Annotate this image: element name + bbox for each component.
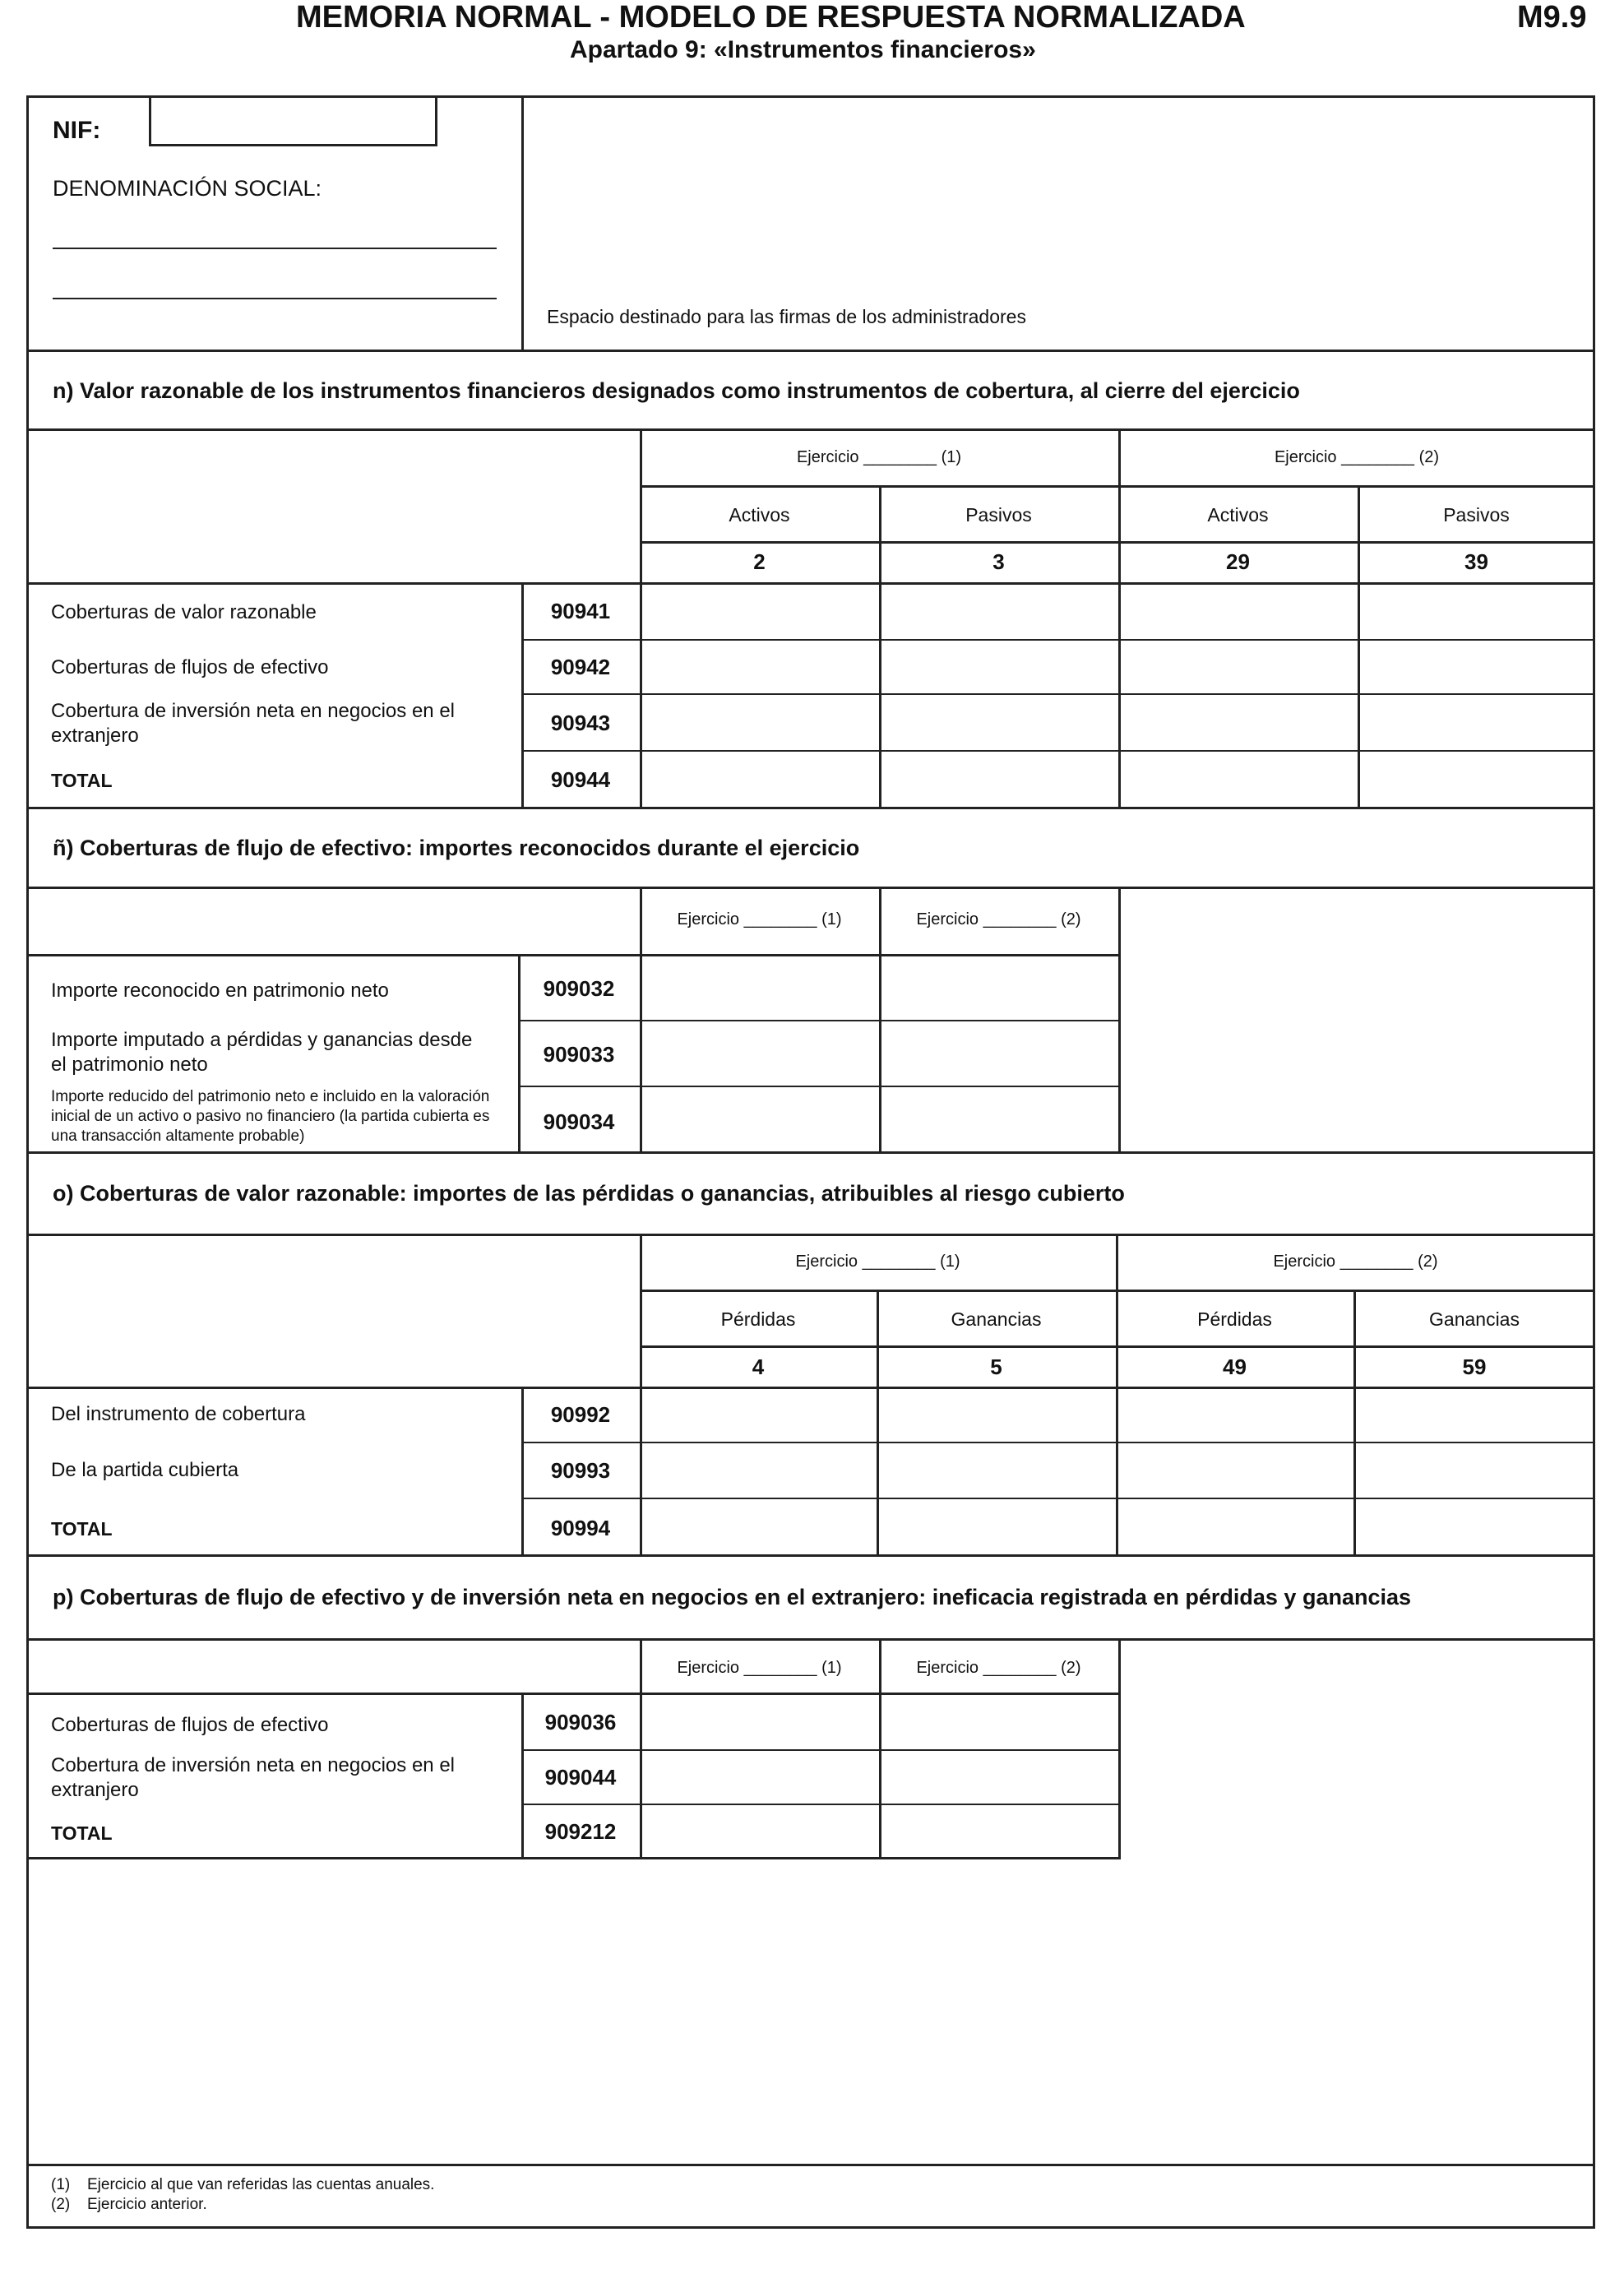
input-cell[interactable] bbox=[642, 695, 877, 748]
rule bbox=[521, 1749, 1121, 1751]
denominacion-line-2[interactable] bbox=[53, 298, 497, 299]
input-cell[interactable] bbox=[1118, 1389, 1352, 1440]
nif-field[interactable] bbox=[149, 95, 437, 146]
input-cell[interactable] bbox=[1356, 1444, 1594, 1496]
rule bbox=[26, 350, 1595, 352]
section-n-total-label: TOTAL bbox=[51, 770, 113, 791]
section-n-row-label: Coberturas de flujos de efectivo bbox=[51, 656, 329, 678]
section-o-row-code: 90994 bbox=[550, 1516, 611, 1540]
input-cell[interactable] bbox=[1360, 752, 1594, 805]
section-o-row-label: De la partida cubierta bbox=[51, 1459, 239, 1481]
section-p-row-label: Cobertura de inversión neta en negocios en el extranjero bbox=[51, 1754, 455, 1801]
section-n-row-label: Cobertura de inversión neta en negocios en el extranjero bbox=[51, 700, 455, 747]
rule bbox=[521, 1498, 1595, 1499]
section-o-row-code: 90993 bbox=[550, 1458, 611, 1483]
input-cell[interactable] bbox=[1118, 1444, 1352, 1496]
footnote-text: Ejercicio al que van referidas las cuentas anuales. bbox=[87, 2176, 435, 2193]
model-code: M9.9 bbox=[1517, 0, 1587, 35]
section-o-colnum-3: 49 bbox=[1223, 1355, 1247, 1379]
input-cell[interactable] bbox=[1360, 585, 1594, 637]
section-n-col-pasivos-1: Pasivos bbox=[965, 504, 1032, 526]
signature-area[interactable] bbox=[524, 98, 1593, 303]
input-cell[interactable] bbox=[881, 1695, 1117, 1748]
rule bbox=[640, 1290, 1595, 1292]
section-o-total-label: TOTAL bbox=[51, 1518, 113, 1540]
section-o-ejercicio-1: Ejercicio ________ (1) bbox=[795, 1253, 960, 1271]
section-n-ejercicio-1: Ejercicio ________ (1) bbox=[796, 448, 962, 466]
section-p-row-code: 909212 bbox=[544, 1819, 617, 1844]
input-cell[interactable] bbox=[879, 1444, 1114, 1496]
signature-label: Espacio destinado para las firmas de los administradores bbox=[547, 306, 1026, 327]
input-cell[interactable] bbox=[642, 1022, 877, 1084]
section-p-row-label: Coberturas de flujos de efectivo bbox=[51, 1714, 329, 1736]
section-n-colnum-1: 2 bbox=[753, 549, 766, 574]
document-subtitle: Apartado 9: «Instrumentos financieros» bbox=[570, 36, 1036, 63]
rule bbox=[521, 1804, 1121, 1805]
section-o-row-code: 90992 bbox=[550, 1402, 611, 1427]
rule bbox=[518, 1020, 1121, 1021]
section-enye-row-label: Importe imputado a pérdidas y ganancias desde el patrimonio neto bbox=[51, 1029, 473, 1076]
input-cell[interactable] bbox=[1360, 641, 1594, 692]
input-cell[interactable] bbox=[881, 956, 1117, 1018]
rule bbox=[1118, 887, 1121, 1151]
input-cell[interactable] bbox=[1356, 1389, 1594, 1440]
input-cell[interactable] bbox=[1121, 641, 1356, 692]
input-cell[interactable] bbox=[881, 1806, 1117, 1855]
rule bbox=[26, 1234, 1595, 1236]
section-n-row-code: 90941 bbox=[550, 599, 611, 623]
input-cell[interactable] bbox=[879, 1500, 1114, 1553]
section-o-colnum-4: 59 bbox=[1462, 1355, 1487, 1379]
section-o-col-perdidas-1: Pérdidas bbox=[720, 1308, 796, 1330]
section-enye-row-code: 909033 bbox=[543, 1042, 615, 1067]
section-enye-row-code: 909032 bbox=[543, 976, 615, 1001]
input-cell[interactable] bbox=[642, 1088, 877, 1150]
footnote-mark: (1) bbox=[51, 2176, 71, 2193]
section-n-row-code: 90942 bbox=[550, 655, 611, 679]
section-o-title: o) Coberturas de valor razonable: importes de las pérdidas o ganancias, atribuibles al riesgo cubierto bbox=[53, 1181, 1125, 1206]
input-cell[interactable] bbox=[642, 1389, 875, 1440]
section-n-col-activos-1: Activos bbox=[729, 504, 790, 526]
section-enye-row-label: Importe reducido del patrimonio neto e incluido en la valoración inicial de un activo o pasivo no financiero (la partida cubierta es una transacción altamente probable) bbox=[51, 1088, 490, 1145]
input-cell[interactable] bbox=[1121, 752, 1356, 805]
input-cell[interactable] bbox=[642, 1695, 877, 1748]
section-n-col-activos-2: Activos bbox=[1207, 504, 1269, 526]
rule bbox=[26, 807, 1595, 809]
rule bbox=[1118, 1638, 1121, 1857]
section-o-col-perdidas-2: Pérdidas bbox=[1197, 1308, 1272, 1330]
section-enye-row-label: Importe reconocido en patrimonio neto bbox=[51, 979, 389, 1002]
rule bbox=[26, 428, 1595, 431]
rule bbox=[26, 1857, 1121, 1859]
input-cell[interactable] bbox=[1118, 1500, 1352, 1553]
denominacion-line-1[interactable] bbox=[53, 248, 497, 249]
footnote-mark: (2) bbox=[51, 2196, 71, 2213]
section-o-col-ganancias-1: Ganancias bbox=[951, 1308, 1042, 1330]
section-n-colnum-4: 39 bbox=[1464, 549, 1488, 574]
input-cell[interactable] bbox=[881, 641, 1117, 692]
section-n-row-code: 90944 bbox=[550, 767, 611, 792]
input-cell[interactable] bbox=[642, 585, 877, 637]
rule bbox=[640, 1345, 1595, 1348]
denominacion-label: DENOMINACIÓN SOCIAL: bbox=[53, 176, 322, 201]
section-o-colnum-2: 5 bbox=[990, 1355, 1002, 1379]
input-cell[interactable] bbox=[642, 1444, 875, 1496]
input-cell[interactable] bbox=[642, 1500, 875, 1553]
footnote-text: Ejercicio anterior. bbox=[87, 2196, 207, 2213]
section-o-ejercicio-2: Ejercicio ________ (2) bbox=[1273, 1253, 1438, 1271]
rule bbox=[26, 1151, 1595, 1154]
input-cell[interactable] bbox=[881, 1752, 1117, 1802]
input-cell[interactable] bbox=[642, 752, 877, 805]
input-cell[interactable] bbox=[642, 641, 877, 692]
rule bbox=[521, 1442, 1595, 1443]
section-n-colnum-2: 3 bbox=[992, 549, 1005, 574]
input-cell[interactable] bbox=[642, 1752, 877, 1802]
document-title: MEMORIA NORMAL - MODELO DE RESPUESTA NORMALIZADA bbox=[296, 0, 1246, 35]
section-p-row-code: 909044 bbox=[544, 1765, 617, 1790]
input-cell[interactable] bbox=[881, 752, 1117, 805]
rule bbox=[26, 2164, 1595, 2166]
section-enye-ejercicio-2: Ejercicio ________ (2) bbox=[916, 910, 1081, 928]
form-frame bbox=[26, 95, 1595, 2229]
section-enye-row-code: 909034 bbox=[543, 1109, 615, 1134]
input-cell[interactable] bbox=[881, 695, 1117, 748]
section-p-ejercicio-2: Ejercicio ________ (2) bbox=[916, 1659, 1081, 1677]
input-cell[interactable] bbox=[881, 1088, 1117, 1150]
section-n-ejercicio-2: Ejercicio ________ (2) bbox=[1274, 448, 1440, 466]
rule bbox=[26, 887, 1595, 889]
rule bbox=[26, 1554, 1595, 1557]
rule bbox=[640, 485, 1595, 488]
nif-label: NIF: bbox=[53, 117, 101, 144]
section-n-colnum-3: 29 bbox=[1226, 549, 1250, 574]
input-cell[interactable] bbox=[879, 1389, 1114, 1440]
section-p-ejercicio-1: Ejercicio ________ (1) bbox=[677, 1659, 842, 1677]
rule bbox=[640, 541, 1595, 544]
section-enye-title: ñ) Coberturas de flujo de efectivo: importes reconocidos durante el ejercicio bbox=[53, 836, 860, 860]
section-n-col-pasivos-2: Pasivos bbox=[1443, 504, 1510, 526]
section-p-total-label: TOTAL bbox=[51, 1822, 113, 1844]
section-o-col-ganancias-2: Ganancias bbox=[1429, 1308, 1520, 1330]
section-enye-ejercicio-1: Ejercicio ________ (1) bbox=[677, 910, 842, 928]
rule bbox=[26, 1638, 1595, 1641]
input-cell[interactable] bbox=[1356, 1500, 1594, 1553]
rule bbox=[518, 1086, 1121, 1087]
input-cell[interactable] bbox=[881, 585, 1117, 637]
input-cell[interactable] bbox=[642, 956, 877, 1018]
input-cell[interactable] bbox=[1121, 695, 1356, 748]
input-cell[interactable] bbox=[642, 1806, 877, 1855]
section-o-colnum-1: 4 bbox=[752, 1355, 765, 1379]
input-cell[interactable] bbox=[1360, 695, 1594, 748]
section-p-title: p) Coberturas de flujo de efectivo y de inversión neta en negocios en el extranjero: ineficacia registrada en pérdidas y ganancias bbox=[53, 1585, 1412, 1609]
section-o-row-label: Del instrumento de cobertura bbox=[51, 1403, 306, 1425]
section-n-row-label: Coberturas de valor razonable bbox=[51, 601, 317, 623]
section-n-title: n) Valor razonable de los instrumentos financieros designados como instrumentos de cobertura, al cierre del ejercicio bbox=[53, 378, 1300, 403]
section-n-row-code: 90943 bbox=[550, 711, 611, 735]
input-cell[interactable] bbox=[1121, 585, 1356, 637]
input-cell[interactable] bbox=[881, 1022, 1117, 1084]
section-p-row-code: 909036 bbox=[544, 1710, 617, 1734]
